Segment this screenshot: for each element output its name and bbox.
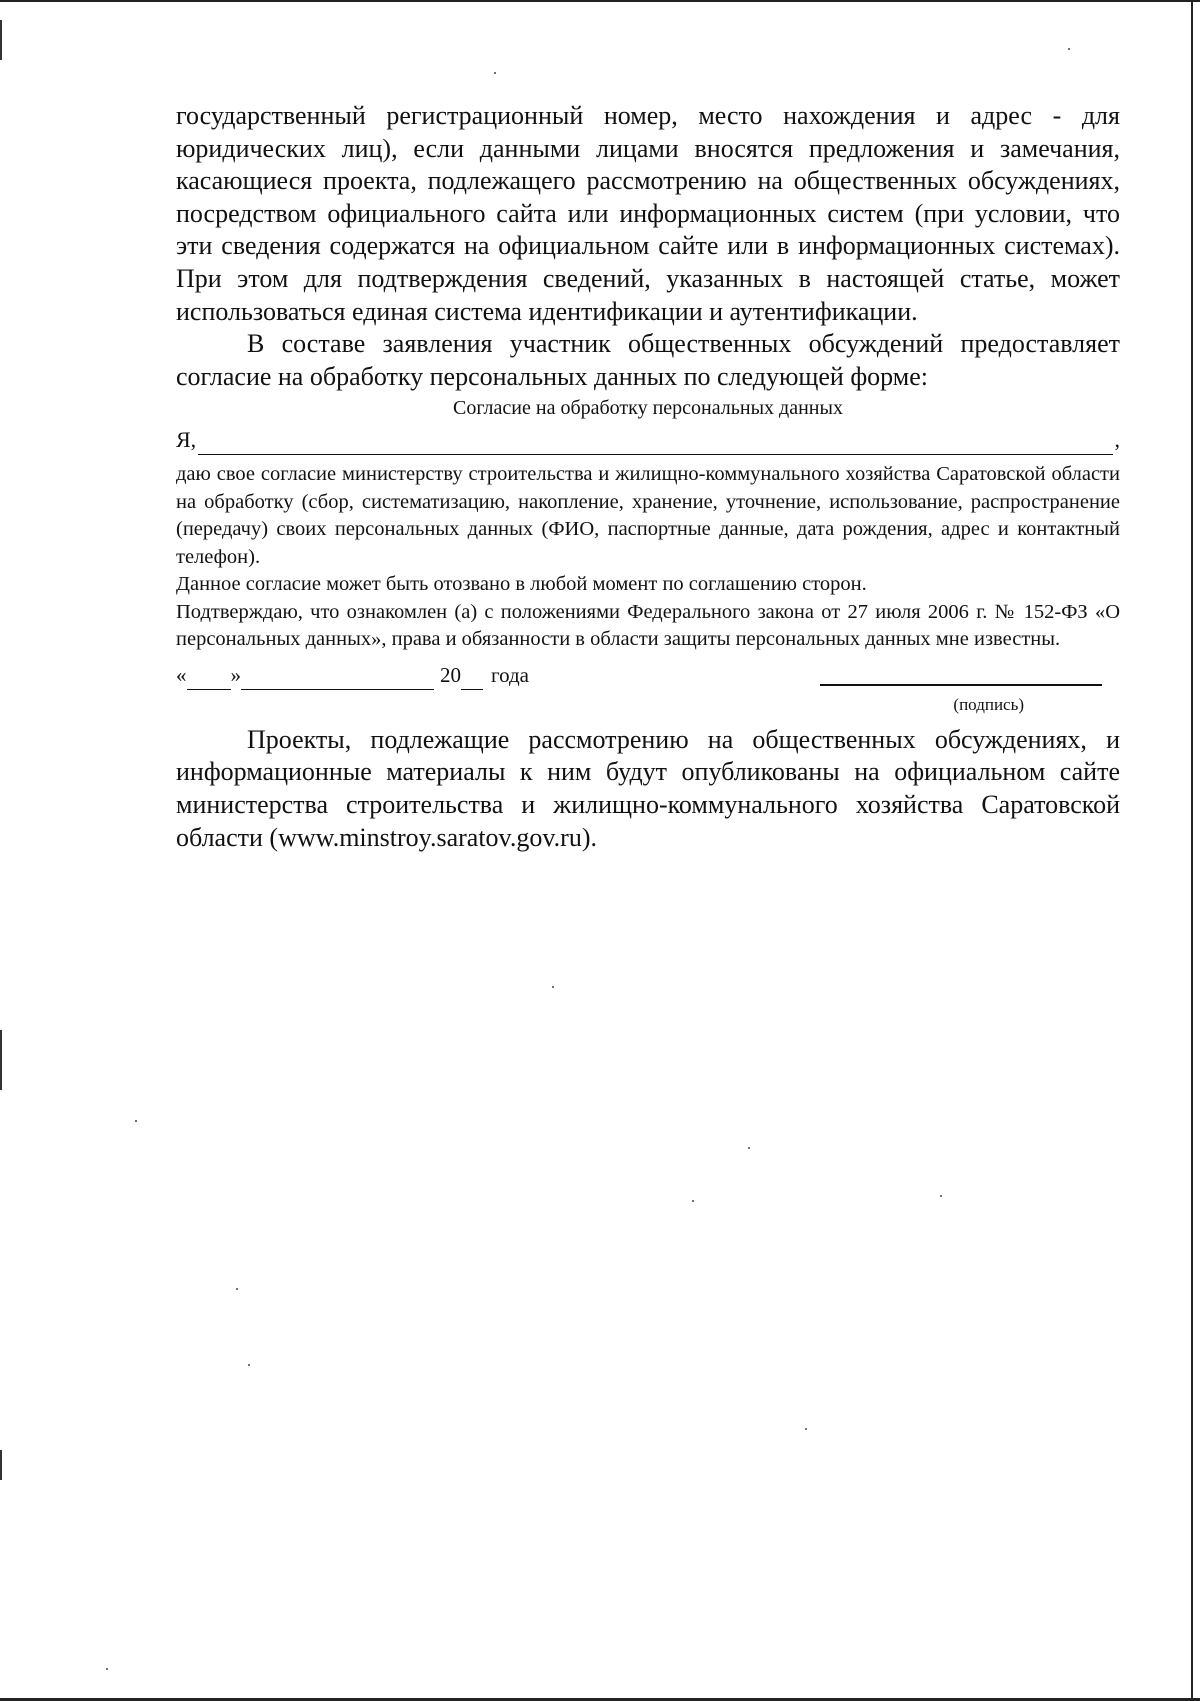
consent-text-revocation: Данное согласие может быть отозвано в любой момент по соглашению сторон. [176,573,867,596]
year-suffix: года [491,662,529,687]
scan-speck [494,72,496,74]
scan-speck [1068,48,1070,50]
scan-edge-top [0,0,1200,2]
scan-speck [692,1200,694,1202]
year-prefix: 20 [440,662,461,687]
scan-speck [248,1364,250,1366]
name-blank-line [198,432,1112,455]
scan-edge-left-mark [0,1450,2,1480]
scan-edge-left-mark [0,1030,2,1090]
month-blank-line [241,669,434,690]
consent-text-confirmation: Подтверждаю, что ознакомлен (а) с положениями Федерального закона от 27 июля 2006 г. № 152-ФЗ «О персональных данных», права и обязанности в области защиты персональных данных мне известны. [176,600,1120,651]
scan-speck [940,1195,942,1197]
day-blank-line [187,669,231,690]
document-body [176,100,1120,854]
paragraph-identification: государственный регистрационный номер, место нахождения и адрес - для юридических лиц), если данными лицами вносятся предложения и замечания, касающиеся проекта, подлежащего рассмотрению на общественных обсуждениях, посредством официального сайта или информационных систем (при условии, что эти сведения содержатся на официальном сайте или в информационных системах). При этом для подтверждения сведений, указанных в настоящей статье, может использоваться единая система идентификации и аутентификации. [176,101,1120,326]
date-close-quote: » [230,662,241,687]
signature-label: (подпись) [953,694,1024,714]
scan-speck [236,1288,238,1290]
name-prefix: Я, [176,427,197,453]
scan-speck [805,1428,807,1430]
consent-form-title: Согласие на обработку персональных данных [453,397,843,420]
date-open-quote: « [176,662,187,687]
signature-blank-line [820,684,1102,686]
name-suffix: , [1114,427,1120,453]
paragraph-consent-intro: В составе заявления участник общественных обсуждений предоставляет согласие на обработку персональных данных по следующей форме: [176,329,1120,391]
scan-speck [748,1147,750,1149]
consent-text-agreement: даю свое согласие министерству строительства и жилищно-коммунального хозяйства Саратовской области на обработку (сбор, систематизацию, накопление, хранение, уточнение, использование, распространение (передачу) своих персональных данных (ФИО, паспортные данные, дата рождения, адрес и контактный телефон). [176,463,1120,568]
scan-speck [135,1120,137,1122]
scan-edge-right [1191,0,1193,1701]
scan-speck [106,1668,108,1670]
consent-name-row [176,425,1120,455]
consent-date-row [176,660,1120,690]
scan-edge-left-mark [0,20,2,60]
scan-speck [552,986,554,988]
year-blank-line [461,669,483,690]
paragraph-publication: Проекты, подлежащие рассмотрению на общественных обсуждениях, и информационные материалы к ним будут опубликованы на официальном сайте министерства строительства и жилищно-коммунального хозяйства Саратовской области (www.minstroy.saratov.gov.ru). [176,724,1120,852]
